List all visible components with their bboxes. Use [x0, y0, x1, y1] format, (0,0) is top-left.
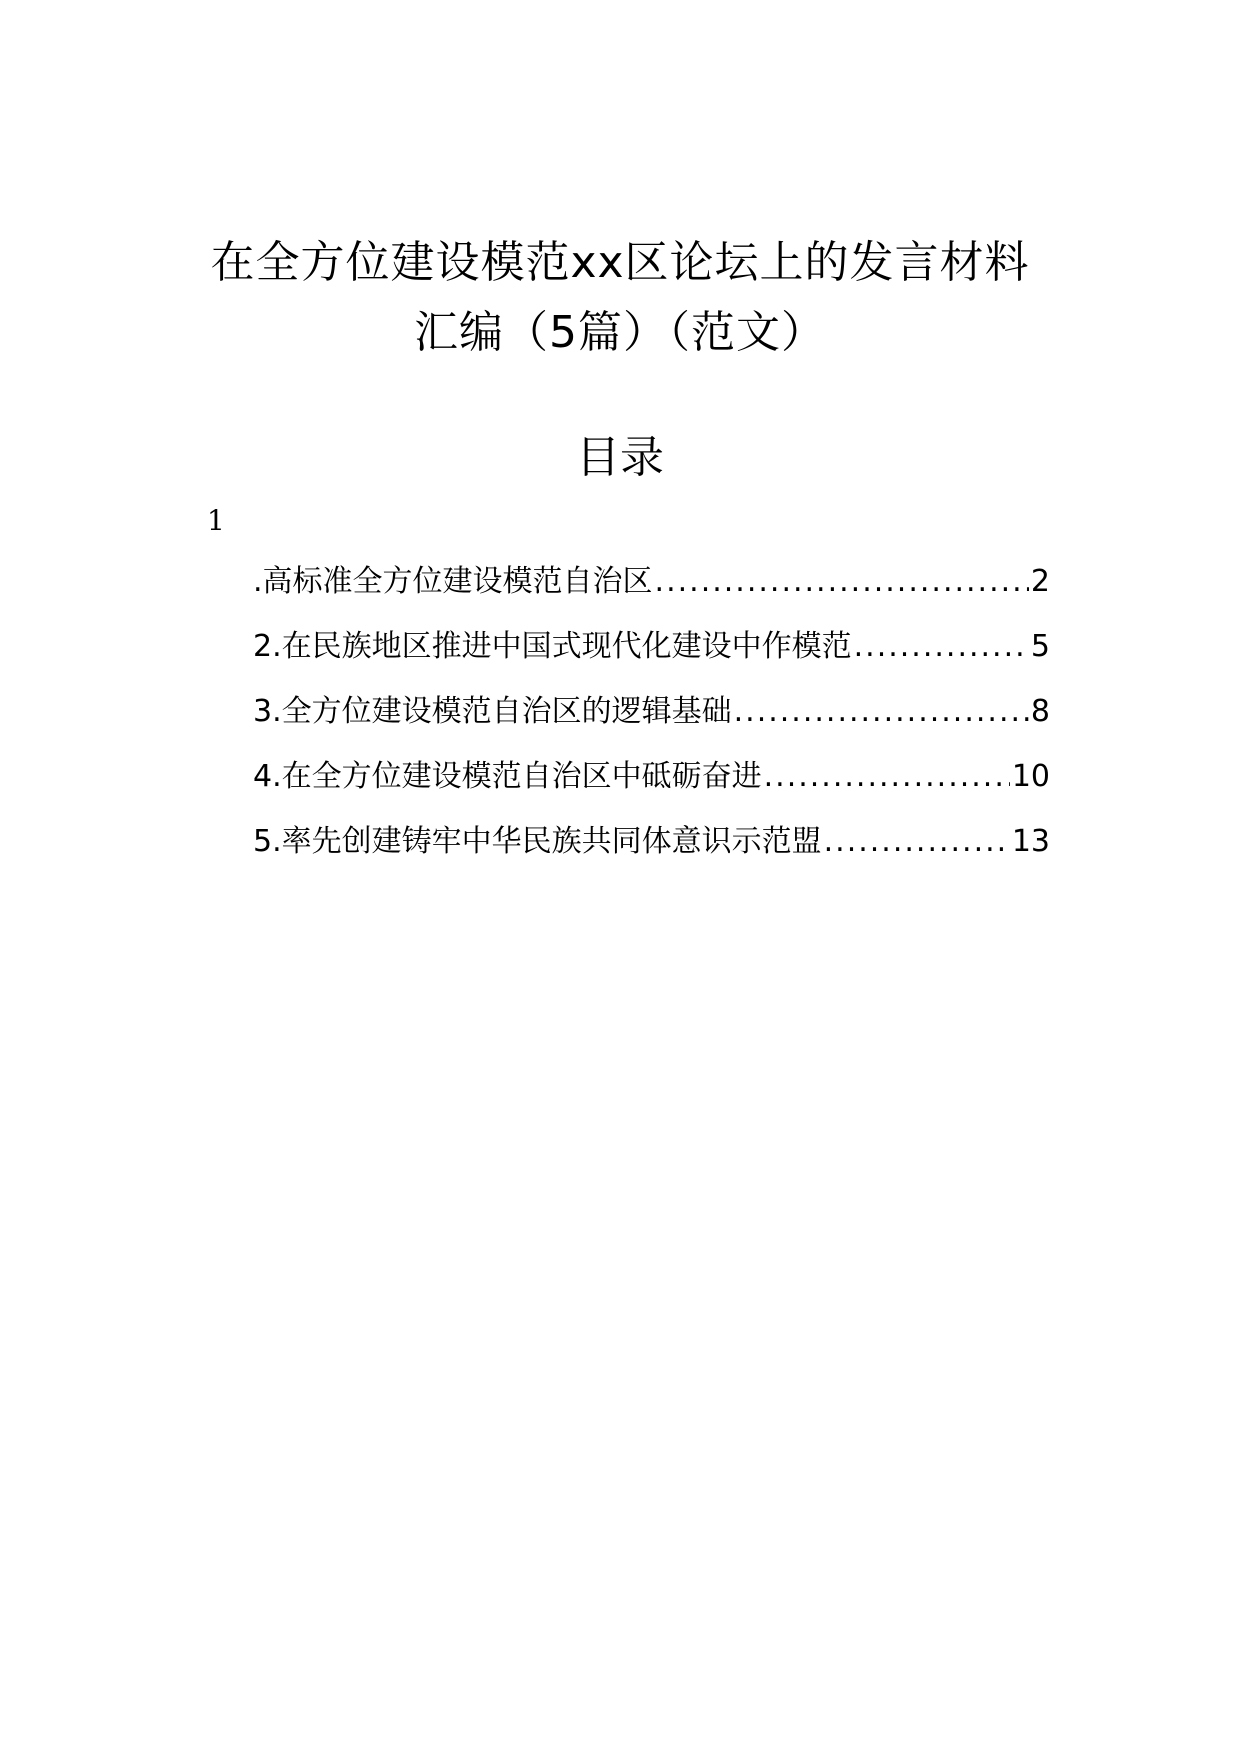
toc-heading: 目录: [576, 432, 664, 483]
toc-entry-page-number: 13: [1011, 824, 1050, 859]
toc-entry-label: 4.在全方位建设模范自治区中砥砺奋进: [253, 759, 762, 794]
document-title-line-2: 汇编（5篇）（范文）: [414, 307, 826, 358]
toc-entry-1[interactable]: [253, 562, 1050, 627]
toc-entry-label: 2.在民族地区推进中国式现代化建设中作模范: [253, 629, 852, 664]
toc-dot-leader: [854, 627, 1029, 667]
toc-entry-page-number: 2: [1030, 564, 1050, 599]
document-title-line-1: 在全方位建设模范xx区论坛上的发言材料: [210, 237, 1030, 288]
toc-entry-page-number: 10: [1011, 759, 1050, 794]
toc-dot-leader: [655, 562, 1029, 602]
toc-entry-5[interactable]: [253, 822, 1050, 887]
toc-entry-label: .高标准全方位建设模范自治区: [253, 564, 653, 599]
toc-entry-3[interactable]: [253, 692, 1050, 757]
section-number: 1: [207, 504, 225, 537]
toc-dot-leader: [824, 822, 1010, 862]
toc-entry-4[interactable]: [253, 757, 1050, 822]
toc-entry-label: 5.率先创建铸牢中华民族共同体意识示范盟: [253, 824, 822, 859]
toc-entry-label: 3.全方位建设模范自治区的逻辑基础: [253, 694, 732, 729]
toc-entry-2[interactable]: [253, 627, 1050, 692]
toc-entry-page-number: 5: [1030, 629, 1050, 664]
table-of-contents: [253, 562, 1050, 887]
document-title: [150, 228, 1090, 368]
toc-entry-page-number: 8: [1030, 694, 1050, 729]
toc-dot-leader: [734, 692, 1029, 732]
toc-dot-leader: [764, 757, 1010, 797]
